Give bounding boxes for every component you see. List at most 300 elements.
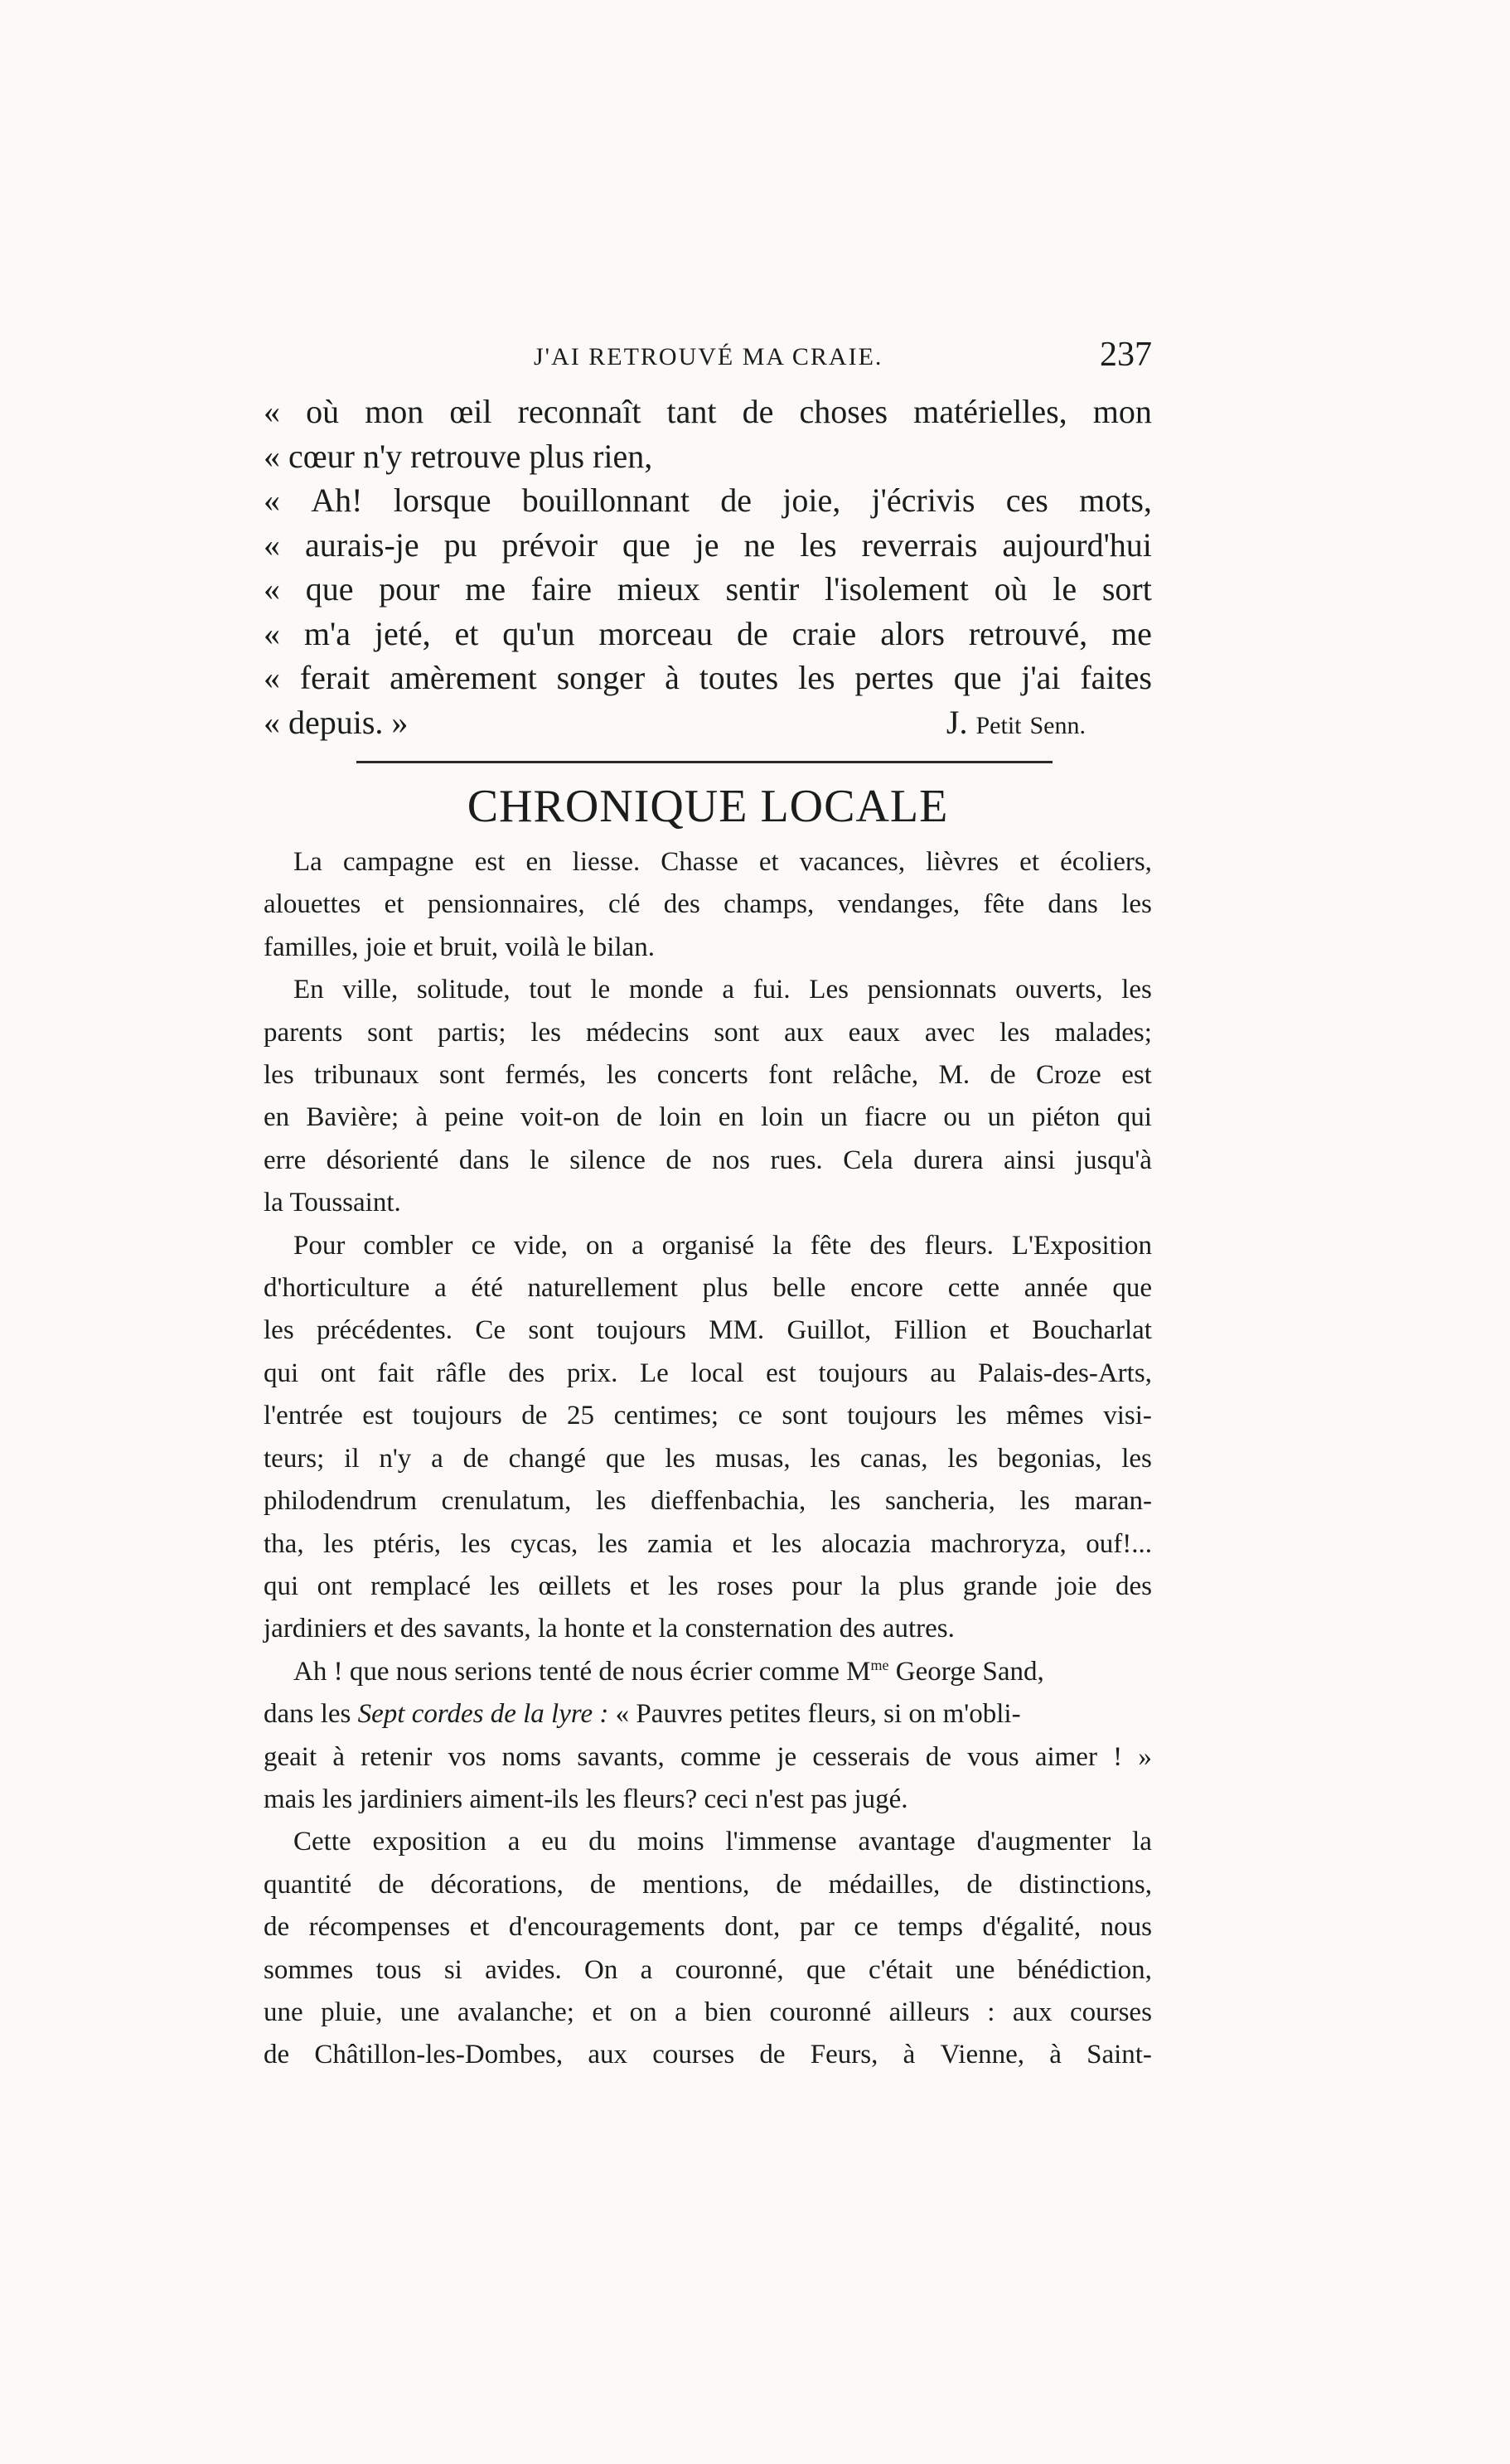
word: sentir <box>725 570 800 608</box>
word: écoliers, <box>1060 847 1152 877</box>
word: ou <box>943 1102 971 1133</box>
word: philodendrum <box>264 1486 418 1517</box>
word: Pour <box>293 1230 346 1261</box>
word: de <box>616 1102 642 1133</box>
word: « <box>264 482 280 519</box>
word: « <box>264 393 280 430</box>
word: dont, <box>724 1912 781 1943</box>
word: Ah! <box>311 482 363 519</box>
word: Ce <box>475 1315 506 1346</box>
word: Les <box>809 975 849 1005</box>
word: où <box>306 393 340 430</box>
word: avides. <box>485 1954 562 1985</box>
word: et <box>990 1315 1009 1346</box>
word: râfle <box>436 1358 486 1388</box>
paragraph-line <box>264 1309 1152 1352</box>
word: ville, <box>342 975 399 1005</box>
word: begonias, <box>997 1443 1102 1474</box>
word: à <box>903 2040 916 2070</box>
word: toujours <box>596 1315 686 1346</box>
word: j'ai <box>1021 659 1061 696</box>
word: sont <box>782 1401 828 1431</box>
word: sont <box>367 1017 414 1048</box>
word: de <box>378 1869 404 1900</box>
word: médailles, <box>828 1869 941 1900</box>
word: aimer <box>1034 1741 1097 1772</box>
letter-line <box>264 478 1152 523</box>
word: solitude, <box>416 975 511 1005</box>
word: précédentes. <box>317 1315 453 1346</box>
paragraph-line <box>264 1566 1152 1608</box>
word: encore <box>850 1273 924 1304</box>
paragraph-line <box>264 2034 1152 2076</box>
word: ouverts, <box>1015 975 1103 1005</box>
letter-line <box>264 390 1152 434</box>
word: MM. <box>709 1315 765 1346</box>
running-title: J'AI RETROUVÉ MA CRAIE. <box>534 343 883 370</box>
word: tous <box>375 1954 422 1985</box>
word: les <box>800 525 837 564</box>
word: année <box>1024 1273 1088 1304</box>
word: eaux <box>848 1017 900 1048</box>
word: fiacre <box>864 1102 927 1133</box>
word: n'y <box>379 1443 412 1474</box>
word: relâche, <box>832 1060 919 1091</box>
word: vendanges, <box>837 889 961 920</box>
word: avec <box>924 1017 975 1048</box>
word: maran- <box>1074 1486 1152 1517</box>
word: fermés, <box>505 1060 587 1091</box>
word: craie <box>791 614 857 652</box>
word: joie, <box>782 482 841 519</box>
word: on <box>629 1997 657 2027</box>
word: sont <box>438 1060 485 1091</box>
word: que <box>806 1954 846 1985</box>
word: mon <box>1092 393 1152 430</box>
word: et <box>1019 847 1039 877</box>
text-run: dans les <box>264 1699 358 1730</box>
word: qui <box>264 1358 299 1388</box>
letter-line <box>264 567 1152 612</box>
word: pu <box>443 525 477 564</box>
word: de <box>759 2040 786 2070</box>
word: faites <box>1080 659 1152 696</box>
word: on <box>586 1230 614 1261</box>
word: vide, <box>513 1230 568 1261</box>
word: en <box>718 1102 744 1133</box>
paragraph-line <box>264 883 1152 926</box>
paragraph-line <box>264 1992 1152 2034</box>
paragraph-line <box>264 1054 1152 1096</box>
word: si <box>443 1954 462 1985</box>
paragraph-line <box>264 1864 1152 1906</box>
paragraph-line <box>264 1438 1152 1480</box>
word: erre <box>264 1145 307 1175</box>
paragraph-line <box>264 1012 1152 1054</box>
word: ces <box>1005 482 1048 519</box>
word: alouettes <box>264 889 361 920</box>
word: ferait <box>299 659 370 696</box>
word: j'écrivis <box>871 482 975 519</box>
word: crenulatum, <box>441 1486 572 1517</box>
word: mentions, <box>642 1869 750 1900</box>
word: teurs; <box>264 1443 325 1474</box>
word: Fillion <box>893 1315 967 1346</box>
word: partis; <box>438 1017 506 1048</box>
word: médecins <box>585 1017 690 1048</box>
word: amèrement <box>390 659 537 696</box>
paragraph-line: mais les jardiniers aiment-ils les fleurs? ceci n'est pas jugé. <box>264 1784 908 1814</box>
word: Châtillon-les-Dombes, <box>314 2040 564 2070</box>
word: et <box>629 1571 650 1601</box>
word: aujourd'hui <box>1002 525 1152 564</box>
word: exposition <box>372 1827 486 1857</box>
word: ouf!... <box>1086 1528 1152 1559</box>
word: « <box>264 525 280 564</box>
word: malades; <box>1054 1017 1152 1048</box>
word: La <box>293 847 322 877</box>
word: vous <box>967 1741 1019 1772</box>
word: est <box>362 1401 393 1431</box>
word: local <box>690 1358 744 1388</box>
word: dans <box>458 1145 510 1175</box>
paragraph-line <box>264 1651 1152 1693</box>
word: noms <box>501 1741 562 1772</box>
word: par <box>799 1912 835 1943</box>
word: vacances, <box>799 847 906 877</box>
word: des <box>663 889 700 920</box>
word: que <box>605 1443 646 1474</box>
word: retenir <box>361 1741 433 1772</box>
word: de <box>589 1869 617 1900</box>
word: que <box>305 570 354 608</box>
word: l'entrée <box>264 1401 343 1431</box>
word: les <box>956 1401 987 1431</box>
word: que <box>622 525 670 564</box>
word: joie <box>1056 1571 1097 1601</box>
word: prix. <box>566 1358 618 1388</box>
word: le <box>529 1145 549 1175</box>
paragraph-line <box>264 1821 1152 1863</box>
word: avalanche; <box>457 1997 574 2027</box>
letter-closing-line <box>264 700 1152 748</box>
word: la <box>772 1230 792 1261</box>
word: de <box>720 482 753 519</box>
word: me <box>465 570 506 608</box>
book-title: Sept cordes de la lyre : <box>357 1699 609 1730</box>
word: bien <box>704 1997 752 2027</box>
word: qui <box>1116 1102 1152 1133</box>
word: de <box>665 1145 692 1175</box>
word: moins <box>636 1827 704 1857</box>
word: une <box>264 1997 303 2027</box>
word: d'encouragements <box>508 1912 705 1943</box>
word: font <box>768 1060 813 1091</box>
word: du <box>588 1827 617 1857</box>
word: ce <box>471 1230 496 1261</box>
word: sort <box>1101 570 1152 608</box>
word: je <box>777 1741 797 1772</box>
word: courses <box>1069 1997 1152 2027</box>
word: les <box>665 1443 696 1474</box>
word: geait <box>264 1741 317 1772</box>
word: mêmes <box>1006 1401 1084 1431</box>
word: Croze <box>1036 1060 1101 1091</box>
word: eu <box>541 1827 568 1857</box>
word: les <box>1121 975 1152 1005</box>
word: et <box>384 889 404 920</box>
word: décorations, <box>430 1869 564 1900</box>
paragraph-line: familles, joie et bruit, voilà le bilan. <box>264 932 655 962</box>
word: jusqu'à <box>1075 1145 1152 1175</box>
word: récompenses <box>308 1912 451 1943</box>
word: reconnaît <box>517 393 641 430</box>
letter-line <box>264 612 1152 656</box>
word: des <box>869 1230 907 1261</box>
word: ce <box>738 1401 762 1431</box>
word: alors <box>880 614 945 652</box>
word: un <box>820 1102 848 1133</box>
word: les <box>810 1443 841 1474</box>
word: le <box>1053 570 1077 608</box>
word: de <box>462 1443 489 1474</box>
word: œil <box>449 393 492 430</box>
word: où <box>994 570 1028 608</box>
word: choses <box>799 393 888 430</box>
paragraph-line <box>264 1267 1152 1309</box>
word: d'augmenter <box>976 1827 1111 1857</box>
word: les <box>595 1486 627 1517</box>
word: concerts <box>656 1060 748 1091</box>
word: et <box>592 1997 612 2027</box>
word: toujours <box>412 1401 502 1431</box>
word: fait <box>377 1358 414 1388</box>
word: savants, <box>577 1741 665 1772</box>
word: changé <box>508 1443 587 1474</box>
word: « <box>264 659 280 696</box>
signature-last-name: Senn. <box>1029 711 1086 739</box>
paragraph-line <box>264 1906 1152 1948</box>
word: des <box>508 1358 545 1388</box>
word: le <box>590 975 611 1005</box>
word: dieffenbachia, <box>651 1486 806 1517</box>
word: comme <box>680 1741 762 1772</box>
word: pour <box>379 570 440 608</box>
word: et <box>469 1912 490 1943</box>
word: et <box>454 614 479 652</box>
word: les <box>668 1571 699 1601</box>
word: dans <box>1048 889 1098 920</box>
word: de <box>776 1869 802 1900</box>
word: campagne <box>342 847 454 877</box>
section-divider <box>356 761 1053 763</box>
word: bénédiction, <box>1017 1954 1152 1985</box>
word: machroryza, <box>930 1528 1067 1559</box>
paragraph-line <box>264 1140 1152 1182</box>
paragraph-line <box>264 1480 1152 1522</box>
word: a <box>640 1954 653 1985</box>
word: pensionnats <box>867 975 997 1005</box>
word: lièvres <box>926 847 999 877</box>
word: en <box>525 847 552 877</box>
word: toujours <box>818 1358 908 1388</box>
word: a <box>675 1997 687 2027</box>
paragraph-line <box>264 1225 1152 1267</box>
word: a <box>632 1230 644 1261</box>
word: les <box>323 1528 354 1559</box>
word: couronné, <box>675 1954 784 1985</box>
word: fui. <box>753 975 791 1005</box>
word: fête <box>983 889 1024 920</box>
word: prévoir <box>501 525 598 564</box>
word: les <box>1019 1486 1051 1517</box>
word: champs, <box>724 889 815 920</box>
word: je <box>695 525 719 564</box>
word: à <box>1049 2040 1062 2070</box>
word: Chasse <box>661 847 738 877</box>
word: les <box>489 1571 520 1601</box>
word: Vienne, <box>940 2040 1024 2070</box>
word: ! <box>1113 1741 1123 1772</box>
word: 25 <box>567 1401 595 1431</box>
word: matérielles, <box>913 393 1067 430</box>
word: pensionnaires, <box>427 889 585 920</box>
word: désorienté <box>326 1145 439 1175</box>
word: bouillonnant <box>521 482 690 519</box>
word: les <box>597 1528 628 1559</box>
word: songer <box>556 659 646 696</box>
word: clé <box>607 889 641 920</box>
word: pluie, <box>321 1997 383 2027</box>
word: Saint- <box>1087 2040 1152 2070</box>
word: de <box>521 1401 548 1431</box>
word: ont <box>320 1358 356 1388</box>
paragraph-line <box>264 1096 1152 1139</box>
word: avantage <box>858 1827 956 1857</box>
word: la <box>1132 1827 1152 1857</box>
word: mon <box>365 393 424 430</box>
word: est <box>766 1358 796 1388</box>
word: : <box>987 1997 995 2027</box>
word: une <box>955 1954 995 1985</box>
word: de <box>742 393 774 430</box>
word: les <box>460 1528 491 1559</box>
word: ce <box>854 1912 878 1943</box>
word: une <box>399 1997 440 2027</box>
word: les <box>530 1017 561 1048</box>
word: a <box>507 1827 520 1857</box>
signature-first-name: Petit <box>975 711 1022 739</box>
word: de <box>925 1741 952 1772</box>
word: et <box>732 1528 753 1559</box>
word: les <box>947 1443 978 1474</box>
word: l'immense <box>725 1827 837 1857</box>
word: qui <box>264 1571 299 1601</box>
word: a <box>722 975 735 1005</box>
word: a <box>431 1443 443 1474</box>
word: les <box>264 1315 294 1346</box>
word: plus <box>898 1571 945 1601</box>
word: quantité <box>264 1869 352 1900</box>
word: de <box>264 2040 290 2070</box>
word: On <box>584 1954 618 1985</box>
word: œillets <box>538 1571 612 1601</box>
word: couronné <box>769 1997 872 2027</box>
word: cycas, <box>510 1528 578 1559</box>
word: les <box>999 1017 1030 1048</box>
text-run: « Pauvres petites fleurs, si on m'obli- <box>608 1699 1021 1730</box>
word: distinctions, <box>1019 1869 1152 1900</box>
word: que <box>953 659 1002 696</box>
word: cesserais <box>812 1741 910 1772</box>
word: d'égalité, <box>982 1912 1082 1943</box>
word: reverrais <box>861 525 978 564</box>
word: loin <box>761 1102 804 1133</box>
word: mots, <box>1079 482 1152 519</box>
word: lorsque <box>393 482 491 519</box>
word: aux <box>588 2040 627 2070</box>
word: tout <box>529 975 572 1005</box>
word: M. <box>938 1060 970 1091</box>
word: rues. <box>770 1145 823 1175</box>
word: peine <box>444 1102 504 1133</box>
paragraph-line: la Toussaint. <box>264 1188 401 1218</box>
running-head <box>264 335 1152 385</box>
word: roses <box>717 1571 773 1601</box>
word: qu'un <box>502 614 575 652</box>
word: de <box>966 1869 993 1900</box>
word: d'horticulture <box>264 1273 410 1304</box>
word: tant <box>666 393 717 430</box>
word: grande <box>962 1571 1038 1601</box>
word: il <box>344 1443 360 1474</box>
word: ailleurs <box>888 1997 970 2027</box>
signature-initial: J. <box>946 703 968 741</box>
word: ptéris, <box>373 1528 441 1559</box>
word: les <box>771 1528 802 1559</box>
word: nous <box>1100 1912 1152 1943</box>
word: loin <box>659 1102 702 1133</box>
page-number: 237 <box>1100 336 1152 374</box>
word: remplacé <box>370 1571 472 1601</box>
word: à <box>332 1741 346 1772</box>
text-run: Ah ! que nous serions tenté de nous écrier comme M <box>293 1656 871 1687</box>
word: alocazia <box>821 1528 912 1559</box>
word: piéton <box>1031 1102 1101 1133</box>
word: m'a <box>303 614 351 652</box>
word: parents <box>264 1017 343 1048</box>
word: naturellement <box>527 1273 678 1304</box>
word: belle <box>772 1273 826 1304</box>
word: aux <box>784 1017 824 1048</box>
word: est <box>474 847 506 877</box>
word: toutes <box>699 659 779 696</box>
signature <box>946 700 1086 748</box>
paragraph-line <box>264 1736 1152 1779</box>
letter-quote <box>264 390 1152 748</box>
word: les <box>798 659 835 696</box>
word: les <box>606 1060 637 1091</box>
word: Guillot, <box>786 1315 872 1346</box>
word: monde <box>628 975 704 1005</box>
word: canas, <box>859 1443 928 1474</box>
word: Boucharlat <box>1032 1315 1152 1346</box>
word: ont <box>317 1571 352 1601</box>
word: nos <box>712 1145 750 1175</box>
word: visi- <box>1103 1401 1152 1431</box>
word: à <box>415 1102 428 1133</box>
word: Cette <box>293 1827 351 1857</box>
